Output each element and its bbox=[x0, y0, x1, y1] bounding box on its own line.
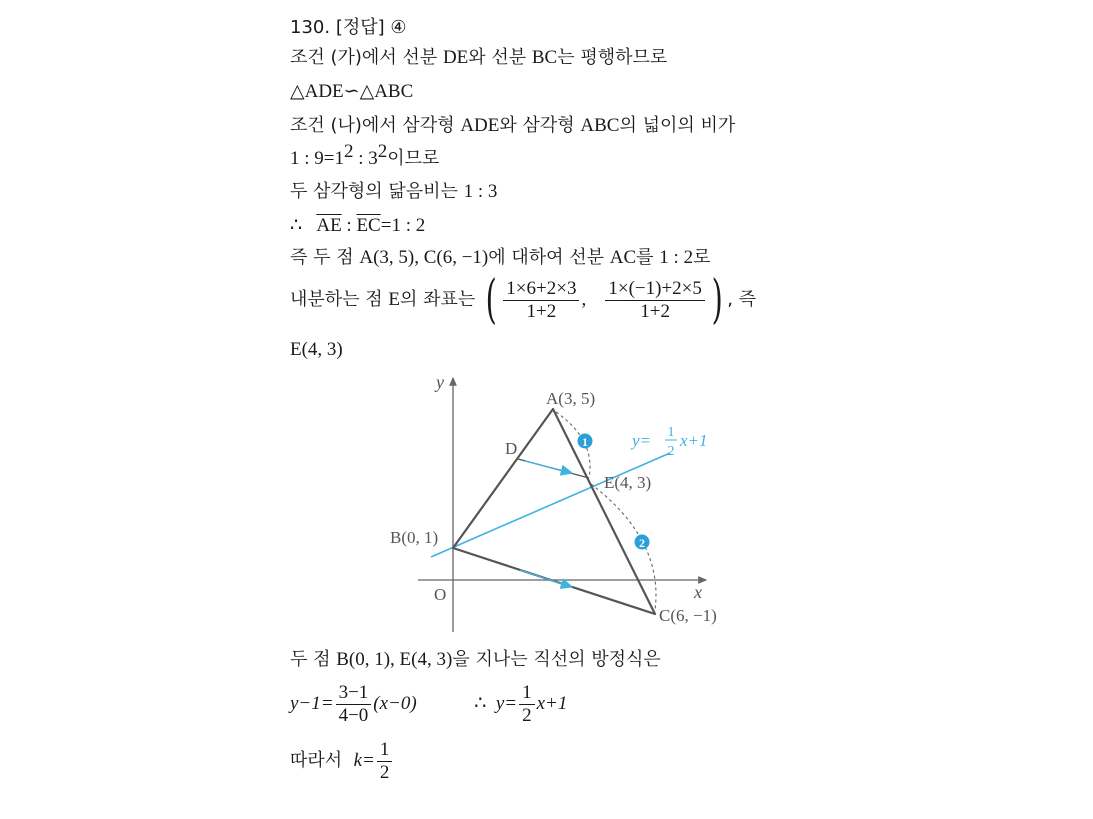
denominator: 1+2 bbox=[526, 300, 557, 322]
math: =1 : 2 bbox=[380, 215, 426, 236]
line-eq-den: 2 bbox=[667, 444, 675, 459]
point-d-label: D bbox=[505, 439, 518, 458]
segment-ec: $\overline{EC}$ bbox=[356, 215, 381, 236]
x-axis-label: x bbox=[694, 582, 702, 602]
segment-ae: $\overline{AE}$ bbox=[316, 215, 342, 236]
coordinate-graph bbox=[380, 370, 740, 640]
segment-ratio-line bbox=[290, 214, 425, 238]
text: 내분하는 점 bbox=[290, 289, 389, 310]
fraction-x bbox=[503, 278, 579, 323]
slope-fraction bbox=[336, 682, 372, 727]
segment-ac: AC bbox=[609, 247, 637, 268]
points-b-e: B(0, 1), E(4, 3) bbox=[336, 649, 453, 670]
answer-choice: ④ bbox=[390, 17, 407, 38]
origin-label: O bbox=[434, 585, 447, 604]
points-line bbox=[290, 246, 710, 270]
text: 의 좌표는 bbox=[400, 289, 481, 310]
line-eq-num: 1 bbox=[667, 425, 675, 440]
text: 두 삼각형의 닮음비는 bbox=[290, 181, 464, 202]
numerator: 1 bbox=[377, 739, 393, 762]
numerator: 3−1 bbox=[336, 682, 372, 705]
text: 두 점 bbox=[290, 649, 337, 670]
exponent: 2 bbox=[377, 141, 388, 162]
triangle-ade: ADE bbox=[460, 115, 500, 136]
math: y−1= bbox=[290, 693, 334, 714]
ratio: 1 : 2 bbox=[659, 247, 694, 268]
text: , 즉 bbox=[727, 289, 757, 310]
text: 에 대하여 선분 bbox=[488, 247, 610, 268]
area-ratio-line bbox=[290, 141, 440, 171]
segment-bc: BC bbox=[531, 47, 558, 68]
text: 조건 (나)에서 삼각형 bbox=[290, 115, 461, 136]
text: 을 지나는 직선의 방정식은 bbox=[452, 649, 661, 670]
conclusion-line bbox=[290, 736, 394, 786]
line-through-points bbox=[290, 648, 661, 672]
line-eq-rhs: x+1 bbox=[680, 431, 708, 450]
condition-ga-line bbox=[290, 46, 667, 70]
segment-de: DE bbox=[442, 47, 469, 68]
left-paren: ( bbox=[485, 270, 497, 330]
answer-header bbox=[290, 16, 407, 40]
right-paren: ) bbox=[711, 270, 723, 330]
point-b-label: B(0, 1) bbox=[390, 528, 439, 547]
numerator: 1×6+2×3 bbox=[503, 278, 579, 301]
triangle-abc: ABC bbox=[580, 115, 620, 136]
marker-2-label: 2 bbox=[639, 536, 645, 550]
text: 와 삼각형 bbox=[499, 115, 581, 136]
point-e-label: E(4, 3) bbox=[604, 473, 652, 492]
marker-1-label: 1 bbox=[582, 435, 588, 449]
text: 조건 (가)에서 선분 bbox=[290, 47, 443, 68]
numerator: 1×(−1)+2×5 bbox=[605, 278, 705, 301]
equation-line bbox=[290, 679, 567, 729]
point-c-label: C(6, −1) bbox=[659, 606, 717, 625]
exponent: 2 bbox=[344, 141, 354, 162]
text: 는 평행하므로 bbox=[557, 47, 668, 68]
internal-division-line bbox=[290, 270, 757, 330]
numerator: 1 bbox=[519, 682, 535, 705]
point-e-line bbox=[290, 338, 343, 362]
math: : 3 bbox=[353, 148, 378, 169]
arrow-bc bbox=[520, 570, 572, 587]
triangle-abc bbox=[453, 409, 655, 614]
coef-fraction bbox=[519, 682, 535, 727]
arrow-de bbox=[525, 461, 572, 473]
math: 1 : 9=1 bbox=[290, 148, 344, 169]
fraction-y bbox=[605, 278, 705, 323]
point-a-label: A(3, 5) bbox=[546, 389, 596, 408]
text: 이므로 bbox=[387, 148, 440, 169]
text: 즉 두 점 bbox=[290, 247, 360, 268]
denominator: 1+2 bbox=[640, 300, 670, 322]
similarity-ratio-line bbox=[290, 180, 497, 204]
k-fraction bbox=[377, 739, 393, 784]
therefore-symbol: ∴ bbox=[474, 693, 487, 714]
text: 로 bbox=[693, 247, 711, 268]
similarity-line bbox=[290, 80, 413, 104]
math: : bbox=[341, 215, 357, 236]
text: 와 선분 bbox=[468, 47, 532, 68]
math: x+1 bbox=[536, 693, 568, 714]
therefore-symbol: ∴ bbox=[290, 215, 303, 236]
denominator: 2 bbox=[522, 705, 532, 727]
point-e-coords: E(4, 3) bbox=[290, 339, 343, 360]
text: 를 bbox=[636, 247, 660, 268]
comma: , bbox=[581, 289, 587, 310]
y-axis-label: y bbox=[436, 372, 444, 392]
line-y-half-x-plus-1 bbox=[431, 453, 670, 557]
math: (x−0) bbox=[373, 693, 417, 714]
math: y= bbox=[495, 693, 518, 714]
condition-na-line bbox=[290, 114, 735, 138]
similarity-statement: △ADE∽△ABC bbox=[290, 81, 414, 102]
point-e: E bbox=[388, 289, 400, 310]
ratio: 1 : 3 bbox=[463, 181, 498, 202]
denominator: 4−0 bbox=[338, 705, 369, 727]
problem-number: 130. bbox=[290, 17, 331, 38]
math: k= bbox=[353, 750, 375, 771]
answer-label: [정답] bbox=[335, 17, 385, 38]
points-a-c: A(3, 5), C(6, −1) bbox=[359, 247, 489, 268]
line-eq-lhs: y= bbox=[632, 431, 652, 450]
denominator: 2 bbox=[379, 761, 390, 783]
text: 의 넓이의 비가 bbox=[619, 115, 736, 136]
text: 따라서 bbox=[290, 750, 348, 771]
